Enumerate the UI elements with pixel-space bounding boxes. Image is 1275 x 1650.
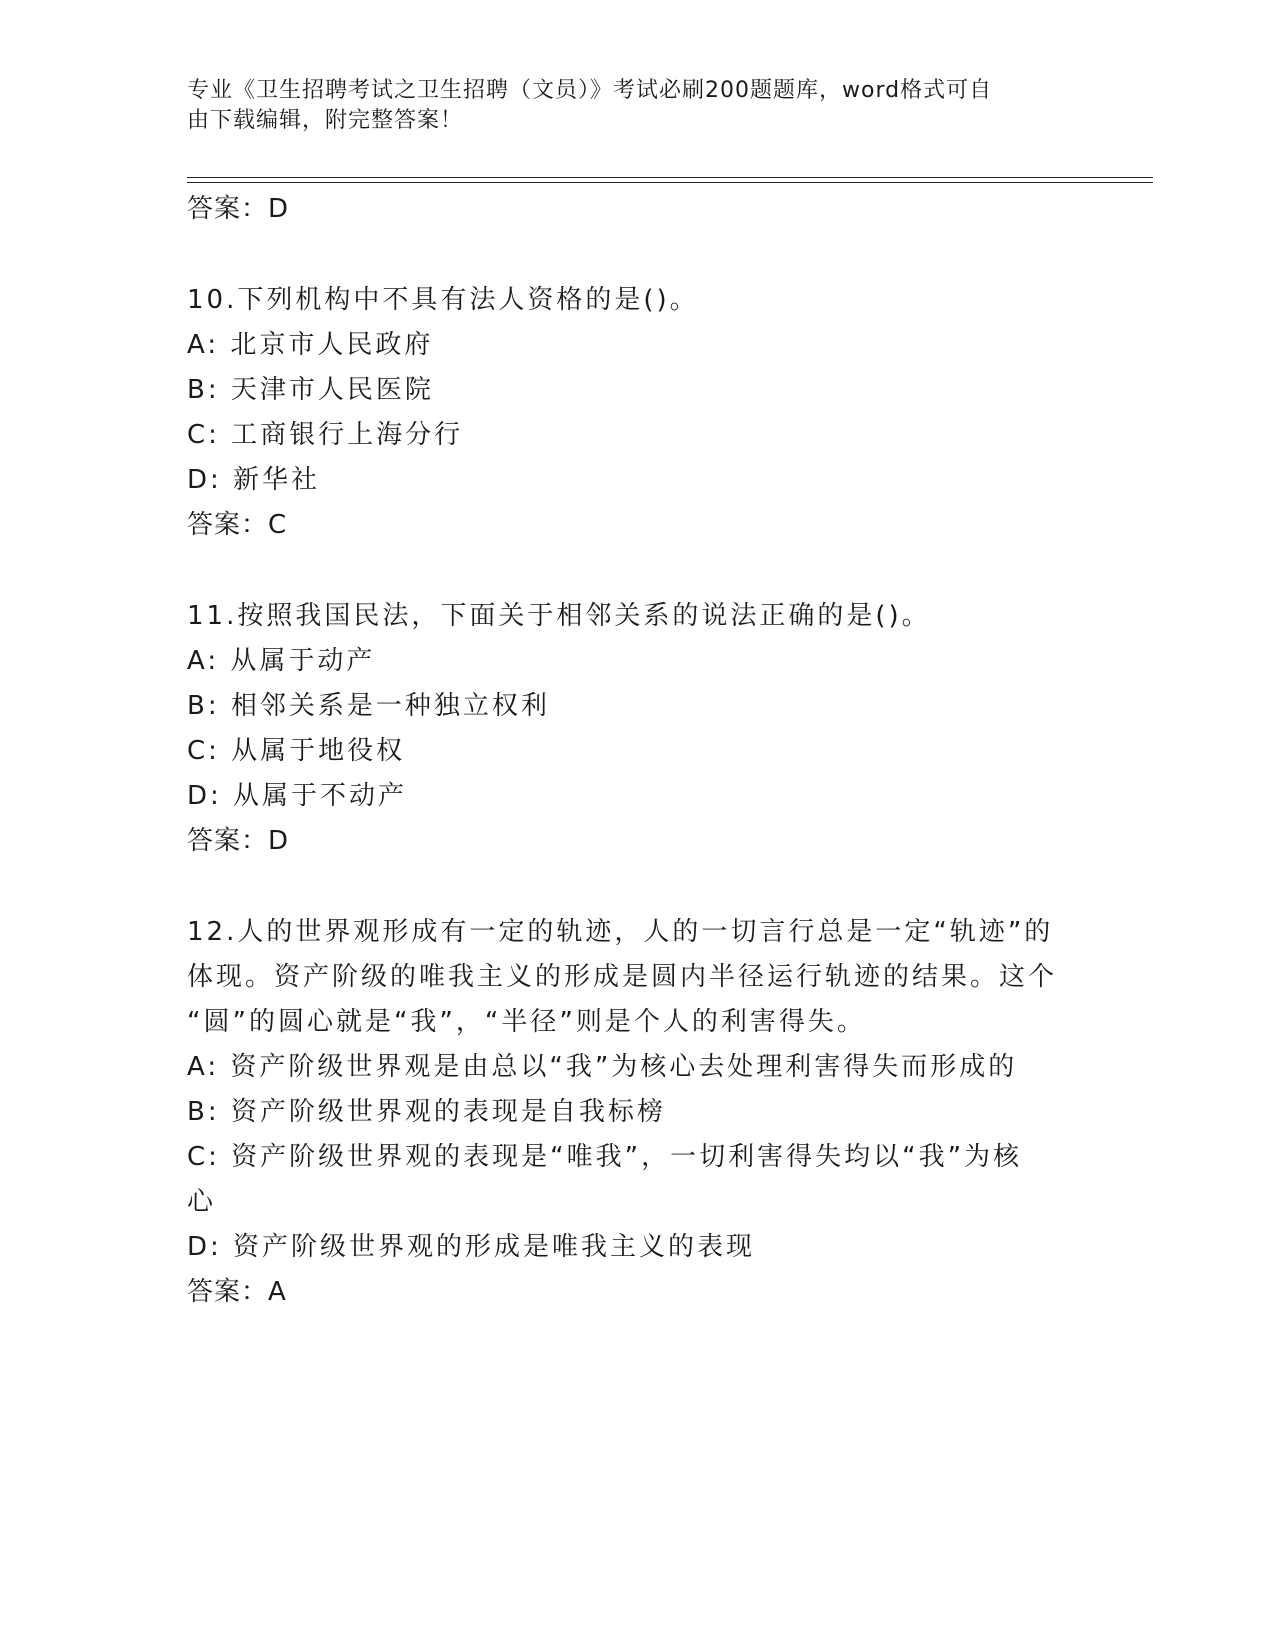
answer-line: 答案：D [187, 194, 290, 224]
option-c-line-1: C: 资产阶级世界观的表现是“唯我”，一切利害得失均以“我”为核 [187, 1142, 1023, 1172]
option-a: A: 资产阶级世界观是由总以“我”为核心去处理利害得失而形成的 [187, 1052, 1018, 1082]
question-stem: 10.下列机构中不具有法人资格的是()。 [187, 285, 699, 315]
option-a: A: 北京市人民政府 [187, 330, 434, 360]
question-stem-line-2: 体现。资产阶级的唯我主义的形成是圆内半径运行轨迹的结果。这个 [187, 962, 1058, 992]
option-b: B: 相邻关系是一种独立权利 [187, 691, 550, 721]
option-c-line-2: 心 [187, 1187, 217, 1217]
option-d: D: 从属于不动产 [187, 781, 408, 811]
option-b: B: 资产阶级世界观的表现是自我标榜 [187, 1097, 666, 1127]
option-c: C: 工商银行上海分行 [187, 420, 464, 450]
answer-line: 答案：D [187, 826, 290, 856]
option-d: D: 新华社 [187, 465, 321, 495]
question-stem-line-1: 12.人的世界观形成有一定的轨迹，人的一切言行总是一定“轨迹”的 [187, 917, 1054, 947]
document-header [187, 76, 1067, 136]
header-line-1: 专业《卫生招聘考试之卫生招聘（文员）》考试必刷200题题库，word格式可自 [187, 78, 993, 103]
header-divider-top [187, 177, 1153, 178]
question-stem-line-3: “圆”的圆心就是“我”，“半径”则是个人的利害得失。 [187, 1007, 866, 1037]
answer-line: 答案：C [187, 510, 288, 540]
header-divider-bottom [187, 182, 1153, 183]
question-stem: 11.按照我国民法，下面关于相邻关系的说法正确的是()。 [187, 601, 931, 631]
option-a: A: 从属于动产 [187, 646, 376, 676]
option-c: C: 从属于地役权 [187, 736, 406, 766]
answer-line: 答案：A [187, 1277, 287, 1307]
option-b: B: 天津市人民医院 [187, 375, 434, 405]
header-line-2: 由下载编辑，附完整答案！ [187, 108, 464, 133]
option-d: D: 资产阶级世界观的形成是唯我主义的表现 [187, 1232, 756, 1262]
